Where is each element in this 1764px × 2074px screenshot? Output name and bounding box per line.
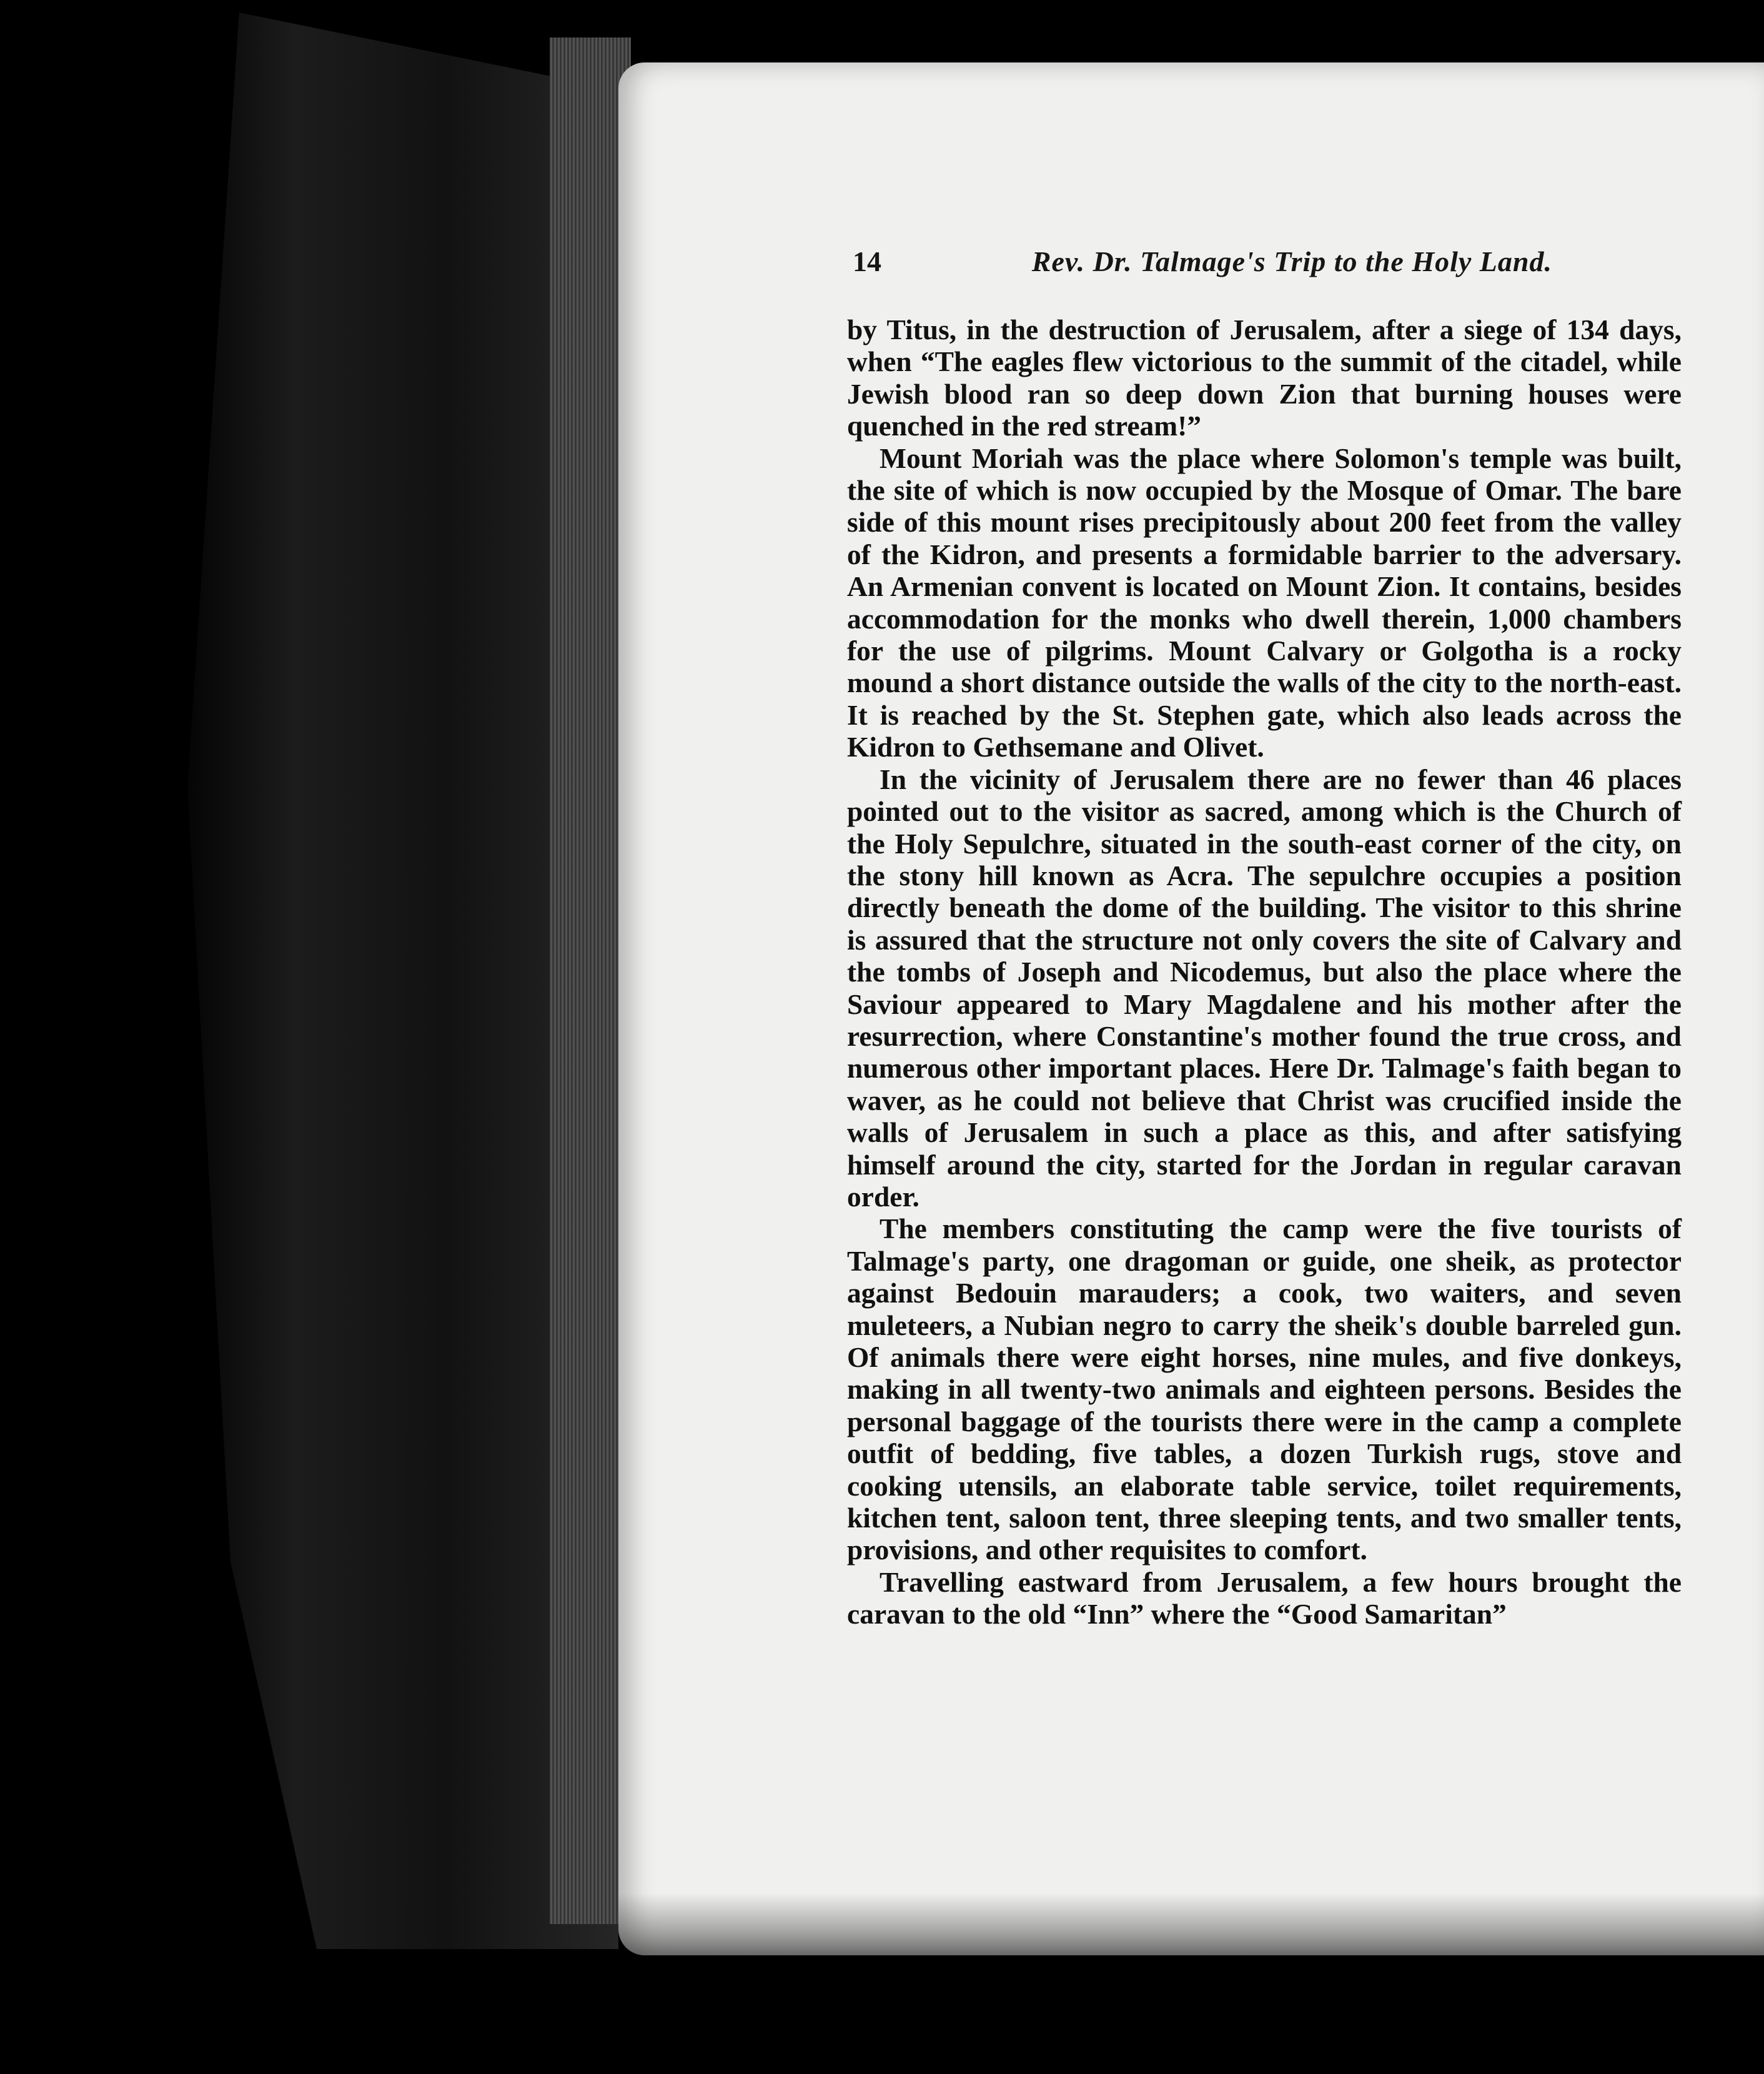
paragraph: Travelling eastward from Jerusalem, a few hours brought the caravan to the old “Inn” where the “Good Samaritan”: [847, 1565, 1682, 1630]
page-bottom-shadow: [618, 1893, 1764, 1968]
paragraph: In the vicinity of Jerusalem there are no fewer than 46 places pointed out to the visitor as sacred, among which is the Church of the Holy Sepulchre, situated in the south-east corner of the city, on the stony hill known as Acra. The sepulchre occupies a position directly beneath the dome of the building. The visitor to this shrine is assured that the structure not only covers the site of Calvary and the tombs of Joseph and Nicodemus, but also the place where the Saviour appeared to Mary Magdalene and his mother after the resurrection, where Constantine's mother found the true cross, and numerous other important places. Here Dr. Talmage's faith began to waver, as he could not believe that Christ was crucified inside the walls of Jerusalem in such a place as this, and after satisfying himself around the city, started for the Jordan in regular caravan order.: [847, 763, 1682, 1213]
body-text: [847, 314, 1682, 1630]
paragraph-continued: by Titus, in the destruction of Jerusalem, after a siege of 134 days, when “The eagles flew victorious to the summit of the citadel, while Jewish blood ran so deep down Zion that burning houses were quenched in the red stream!”: [847, 314, 1682, 442]
running-title: Rev. Dr. Talmage's Trip to the Holy Land.: [1031, 246, 1552, 277]
running-head: [853, 245, 1552, 282]
paragraph: The members constituting the camp were the five tourists of Talmage's party, one dragoman or guide, one sheik, as protector against Bedouin marauders; a cook, two waiters, and seven muleteers, a Nubian negro to carry the sheik's double barreled gun. Of animals there were eight horses, nine mules, and five donkeys, making in all twenty-two animals and eighteen persons. Besides the personal baggage of the tourists there were in the camp a complete outfit of bedding, five tables, a dozen Turkish rugs, stove and cooking utensils, an elaborate table service, toilet requirements, kitchen tent, saloon tent, three sleeping tents, and two smaller tents, provisions, and other requisites to comfort.: [847, 1213, 1682, 1566]
paragraph: Mount Moriah was the place where Solomon's temple was built, the site of which is now occupied by the Mosque of Omar. The bare side of this mount rises precipitously about 200 feet from the valley of the Kidron, and presents a formidable barrier to the adversary. An Armenian convent is located on Mount Zion. It contains, besides accommodation for the monks who dwell therein, 1,000 chambers for the use of pilgrims. Mount Calvary or Golgotha is a rocky mound a short distance outside the walls of the city to the north-east. It is reached by the St. Stephen gate, which also leads across the Kidron to Gethsemane and Olivet.: [847, 442, 1682, 763]
page-number: 14: [853, 246, 881, 277]
